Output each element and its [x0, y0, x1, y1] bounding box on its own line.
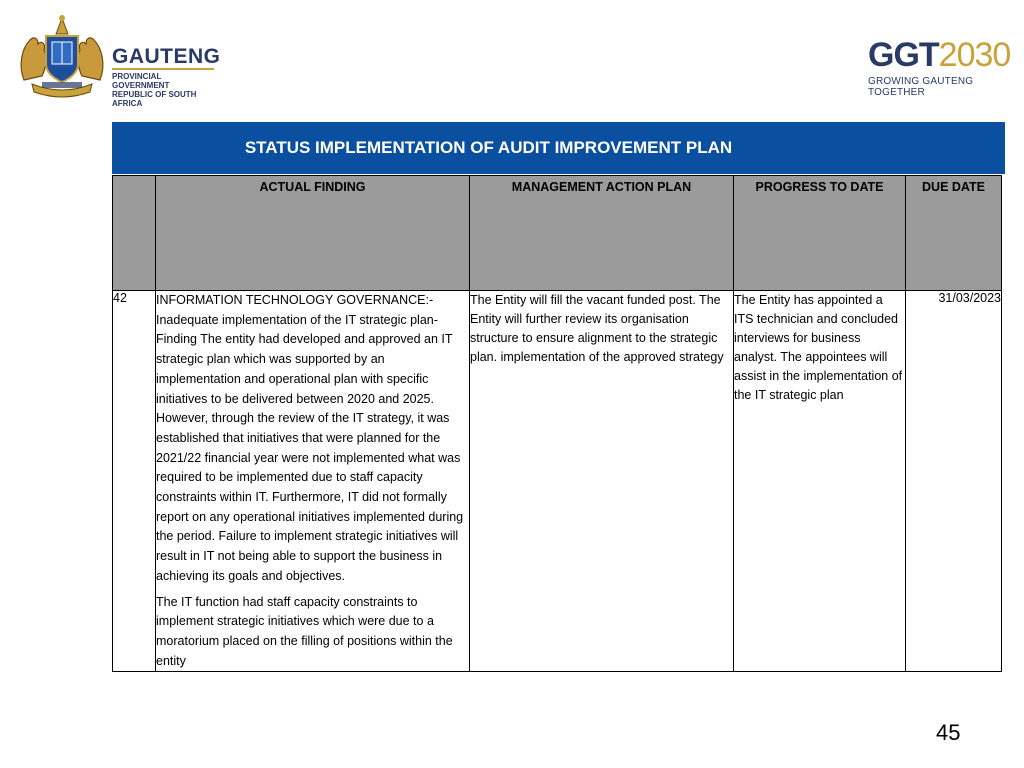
column-header-management-action-plan: MANAGEMENT ACTION PLAN	[470, 176, 734, 291]
finding-paragraph-2: The IT function had staff capacity constraints to implement strategic initiatives which were due to a moratorium placed on the filling of positions within the entity	[156, 594, 453, 668]
ggt-text: GGT	[868, 36, 939, 74]
ggt2030-logo	[868, 36, 1011, 98]
coat-of-arms-icon	[16, 10, 108, 98]
audit-plan-table	[112, 175, 1002, 672]
column-header-number	[113, 176, 156, 291]
page-number: 45	[936, 720, 961, 745]
finding-paragraph-1: INFORMATION TECHNOLOGY GOVERNANCE:- Inadequate implementation of the IT strategic plan- Finding The entity had developed and approved an IT strategic plan which was supported by an implementation and operational plan with specific initiatives to be delivered between 2020 and 2025. However, through the review of the IT strategy, it was established that initiatives that were planned for the 2021/22 financial year were not implemented what was required to be implemented due to staff capacity constraints within IT. Furthermore, IT did not formally report on any operational initiatives implemented during the period. Failure to implement strategic initiatives will result in IT not being able to support the business in achieving its goals and objectives.	[156, 293, 464, 583]
due-date-cell: 31/03/2023	[906, 291, 1002, 672]
column-header-progress-to-date: PROGRESS TO DATE	[734, 176, 906, 291]
column-header-due-date: DUE DATE	[906, 176, 1002, 291]
gauteng-name: GAUTENG	[112, 45, 221, 68]
gauteng-logo	[16, 10, 221, 108]
management-action-cell: The Entity will fill the vacant funded post. The Entity will further review its organisation structure to ensure alignment to the strategic plan. implementation of the approved strategy	[470, 291, 734, 672]
actual-finding-cell	[156, 291, 470, 672]
ggt-year: 2030	[938, 36, 1011, 74]
column-header-actual-finding: ACTUAL FINDING	[156, 176, 470, 291]
logo-divider	[112, 68, 214, 70]
gauteng-subtitle-2: REPUBLIC OF SOUTH AFRICA	[112, 90, 197, 108]
ggt-tagline: GROWING GAUTENG TOGETHER	[868, 76, 974, 98]
row-number: 42	[113, 291, 156, 672]
page-title: STATUS IMPLEMENTATION OF AUDIT IMPROVEMENT PLAN	[244, 138, 733, 157]
gauteng-subtitle-1: PROVINCIAL GOVERNMENT	[112, 72, 170, 90]
table-header-row	[113, 176, 1002, 291]
table-row	[113, 291, 1002, 672]
progress-cell: The Entity has appointed a ITS technician and concluded interviews for business analyst. The appointees will assist in the implementation of the IT strategic plan	[734, 291, 906, 672]
title-banner	[112, 122, 1005, 174]
